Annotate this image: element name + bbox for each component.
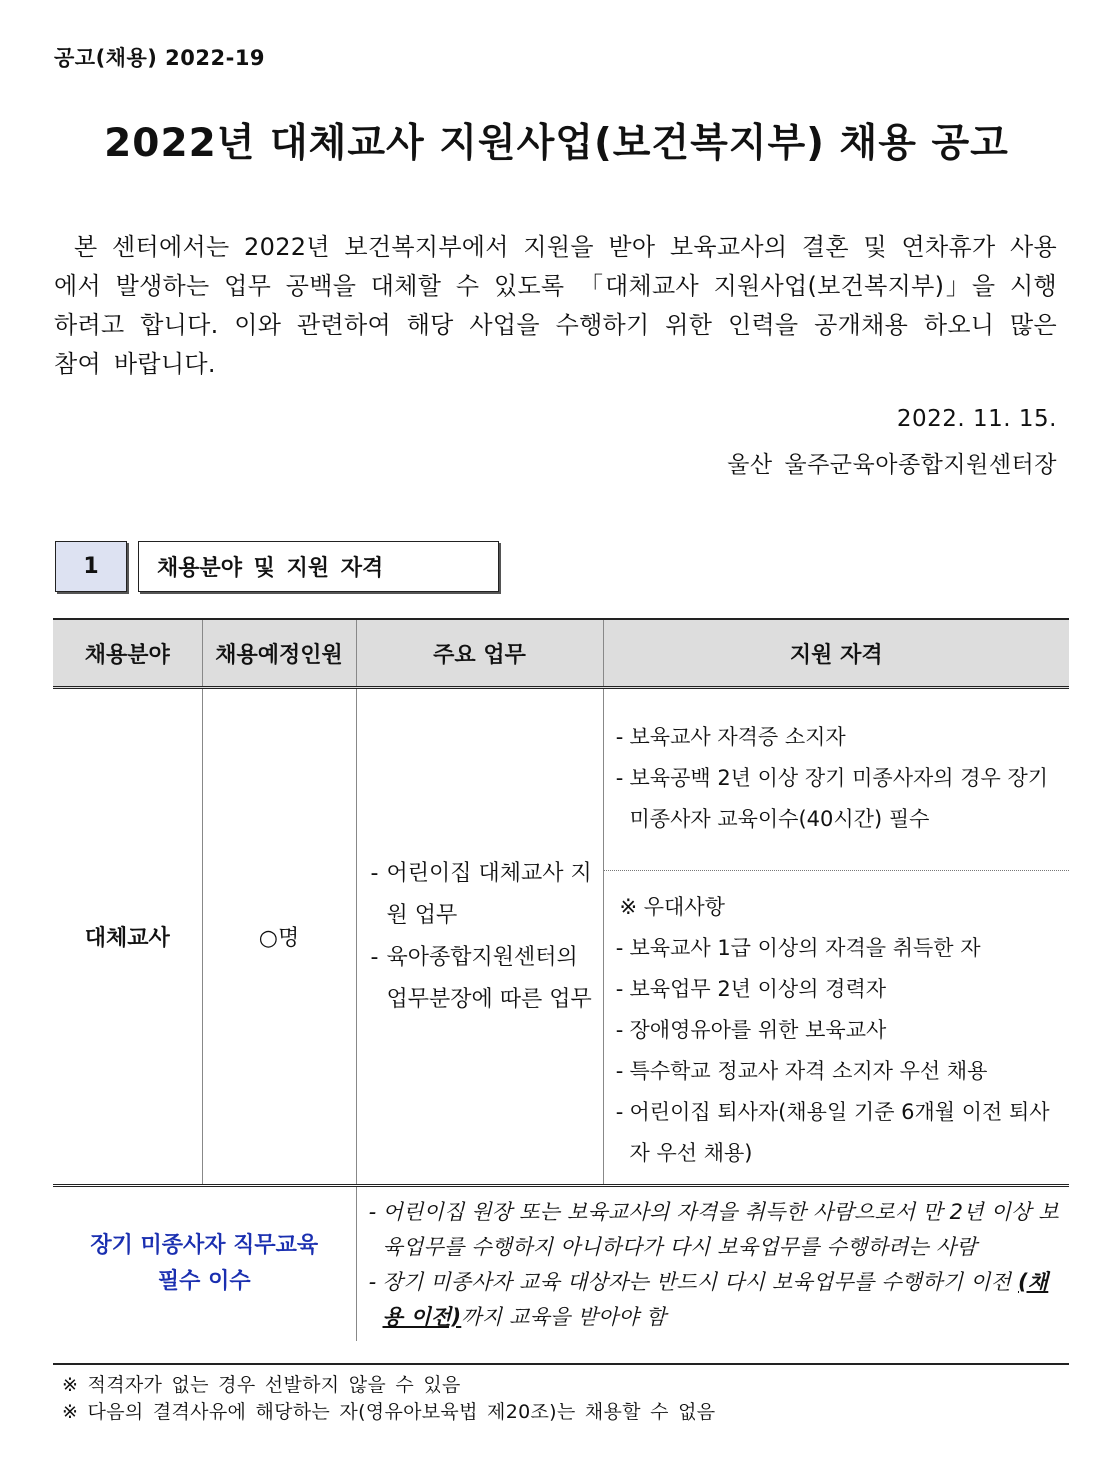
list-item: - 보육교사 자격증 소지자	[610, 717, 1070, 758]
long-term-text: 어린이집 원장 또는 보육교사의 자격을 취득한 사람으로서 만 2년 이상 보육업무를 수행하지 아니하다가 다시 보육업무를 수행하려는 사람	[382, 1200, 1059, 1259]
long-term-description	[356, 1187, 1069, 1341]
organization-signature: 울산 울주군육아종합지원센터장	[727, 452, 1057, 478]
emphasis-text: (채용 이전)	[382, 1270, 1049, 1329]
footnotes	[62, 1372, 715, 1426]
section-title: 채용분야 및 지원 자격	[138, 541, 499, 592]
qualification-text: 보육공백 2년 이상 장기 미종사자의 경우 장기 미종사자 교육이수(40시간) 필수	[629, 766, 1049, 831]
header-count: 채용예정인원	[202, 619, 356, 688]
list-item: - 특수학교 정교사 자격 소지자 우선 채용	[610, 1051, 1070, 1092]
section-number-badge: 1	[55, 541, 127, 592]
page-title: 2022년 대체교사 지원사업(보건복지부) 채용 공고	[104, 121, 1009, 166]
notice-number: 공고(채용) 2022-19	[54, 46, 266, 70]
intro-text: 본 센터에서는 2022년 보건복지부에서 지원을 받아 보육교사의 결혼 및 연차휴가 사용에서 발생하는 업무 공백을 대체할 수 있도록 「대체교사 지원사업(보건복지부)」을 시행하려고 합니다. 이와 관련하여 해당 사업을 수행하기 위한 인력을 공개채용 하오니 많은 참여 바랍니다.	[54, 233, 1057, 378]
qualification-text: 보육교사 자격증 소지자	[629, 725, 846, 749]
list-item: - 어린이집 퇴사자(채용일 기준 6개월 이전 퇴사자 우선 채용)	[610, 1092, 1070, 1174]
duty-text: 어린이집 대체교사 지원 업무	[386, 860, 592, 928]
table-bottom-border	[53, 1363, 1069, 1365]
preference-text: 특수학교 정교사 자격 소지자 우선 채용	[629, 1059, 988, 1083]
preference-text: 장애영유아를 위한 보육교사	[629, 1018, 887, 1042]
long-term-text-prefix: 장기 미종사자 교육 대상자는 반드시 다시 보육업무를 수행하기 이전	[382, 1270, 1018, 1294]
table-row	[53, 688, 1069, 1186]
list-item: - 육아종합지원센터의 업무분장에 따른 업무	[363, 937, 603, 1021]
duties-cell	[356, 688, 603, 1186]
list-item: - 보육업무 2년 이상의 경력자	[610, 969, 1070, 1010]
preference-list	[604, 928, 1070, 1174]
footnote: ※ 적격자가 없는 경우 선발하지 않을 수 있음	[62, 1374, 461, 1396]
preference-heading: ※ 우대사항	[619, 895, 725, 919]
preference-text: 보육교사 1급 이상의 자격을 취득한 자	[629, 936, 981, 960]
recruitment-table	[53, 618, 1069, 1341]
header-field: 채용분야	[53, 619, 202, 688]
list-item: - 장애영유아를 위한 보육교사	[610, 1010, 1070, 1051]
long-term-label	[53, 1187, 356, 1341]
footnote: ※ 다음의 결격사유에 해당하는 자(영유아보육법 제20조)는 채용할 수 없음	[62, 1401, 716, 1423]
qualifications-cell	[603, 688, 1069, 1186]
list-item: - 보육공백 2년 이상 장기 미종사자의 경우 장기 미종사자 교육이수(40시간) 필수	[610, 758, 1070, 840]
field-cell: 대체교사	[84, 926, 170, 951]
preference-text: 보육업무 2년 이상의 경력자	[629, 977, 887, 1001]
announcement-date: 2022. 11. 15.	[896, 406, 1057, 432]
header-duties: 주요 업무	[356, 619, 603, 688]
header-qualifications: 지원 자격	[603, 619, 1069, 688]
long-term-text-suffix: 까지 교육을 받아야 함	[461, 1305, 667, 1329]
long-term-label-line1: 장기 미종사자 직무교육	[90, 1233, 319, 1258]
count-cell: ○명	[202, 688, 356, 1186]
table-header-row	[53, 619, 1069, 688]
preference-text: 어린이집 퇴사자(채용일 기준 6개월 이전 퇴사자 우선 채용)	[629, 1100, 1050, 1165]
list-item: - 보육교사 1급 이상의 자격을 취득한 자	[610, 928, 1070, 969]
list-item: - 어린이집 대체교사 지원 업무	[363, 853, 603, 937]
list-item: - 장기 미종사자 교육 대상자는 반드시 다시 보육업무를 수행하기 이전 (채용 이전)까지 교육을 받아야 함	[363, 1265, 1064, 1335]
long-term-row	[53, 1187, 1069, 1341]
list-item: - 어린이집 원장 또는 보육교사의 자격을 취득한 사람으로서 만 2년 이상 보육업무를 수행하지 아니하다가 다시 보육업무를 수행하려는 사람	[363, 1195, 1064, 1265]
duty-text: 육아종합지원센터의 업무분장에 따른 업무	[386, 944, 592, 1012]
long-term-label-line2: 필수 이수	[157, 1269, 251, 1294]
preference-section	[604, 871, 1070, 1184]
long-term-text	[383, 1265, 1064, 1335]
qualification-list	[604, 689, 1070, 871]
intro-paragraph	[54, 228, 1057, 384]
